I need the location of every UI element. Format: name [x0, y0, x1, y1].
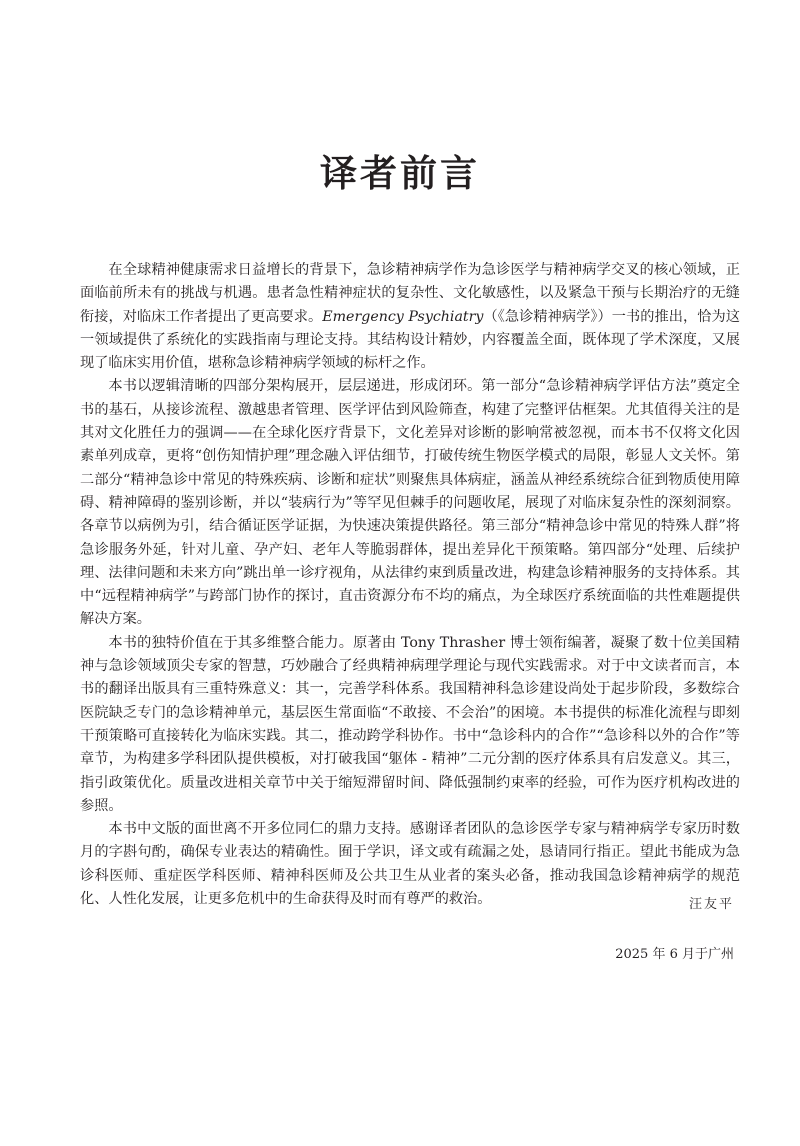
paragraph-4: 本书中文版的面世离不开多位同仁的鼎力支持。感谢译者团队的急诊医学专家与精神病学专家历时数月的字斟句酌，确保专业表达的精确性。囿于学识，译文或有疏漏之处，恳请同行指正。望此书能成为急诊科医师、重症医学科医师、精神科医师及公共卫生从业者的案头必备，推动我国急诊精神病学的规范化、人性化发展，让更多危机中的生命获得及时而有尊严的救治。 — [80, 821, 740, 908]
signature-date: 2025 年 6 月于广州 — [615, 947, 734, 962]
book-title-english: Emergency Psychiatry — [322, 308, 484, 325]
paragraph-1-text-after: （《急诊精神病学》）一书的推出，恰为这一领域提供了系统化的实践指南与理论支持。其结构设计精妙，内容覆盖全面，既体现了学术深度，又展现了临床实用价值，堪称急诊精神病学领域的标杆之作。 — [80, 308, 740, 372]
paragraph-3: 本书的独特价值在于其多维整合能力。原著由 Tony Thrasher 博士领衔编著，凝聚了数十位美国精神与急诊领域顶尖专家的智慧，巧妙融合了经典精神病理学理论与现代实践需求。对于中文读者而言，本书的翻译出版具有三重特殊意义：其一，完善学科体系。我国精神科急诊建设尚处于起步阶段，多数综合医院缺乏专门的急诊精神单元，基层医生常面临“不敢接、不会治”的困境。本书提供的标准化流程与即刻干预策略可直接转化为临床实践。其二，推动跨学科协作。书中“急诊科内的合作”“急诊科以外的合作”等章节，为构建多学科团队提供模板，对打破我国“躯体 - 精神”二元分割的医疗体系具有启发意义。其三，指引政策优化。质量改进相关章节中关于缩短滞留时间、降低强制约束率的经验，可作为医疗机构改进的参照。 — [80, 634, 740, 814]
paragraph-2: 本书以逻辑清晰的四部分架构展开，层层递进，形成闭环。第一部分“急诊精神病学评估方法”奠定全书的基石，从接诊流程、激越患者管理、医学评估到风险筛查，构建了完整评估框架。尤其值得关注的是其对文化胜任力的强调——在全球化医疗背景下，文化差异对诊断的影响常被忽视，而本书不仅将文化因素单列成章，更将“创伤知情护理”理念融入评估细节，打破传统生物医学模式的局限，彰显人文关怀。第二部分“精神急诊中常见的特殊疾病、诊断和症状”则聚焦具体病症，涵盖从神经系统综合征到物质使用障碍、精神障碍的鉴别诊断，并以“装病行为”等罕见但棘手的问题收尾，展现了对临床复杂性的深刻洞察。各章节以病例为引，结合循证医学证据，为快速决策提供路径。第三部分“精神急诊中常见的特殊人群”将急诊服务外延，针对儿童、孕产妇、老年人等脆弱群体，提出差异化干预策略。第四部分“处理、后续护理、法律问题和未来方向”跳出单一诊疗视角，从法律约束到质量改进，构建急诊精神服务的支持体系。其中“远程精神病学”与跨部门协作的探讨，直击资源分布不均的痛点，为全球医疗系统面临的共性难题提供解决方案。 — [80, 378, 740, 628]
page-title: 译者前言 — [320, 152, 480, 195]
translator-name: 汪友平 — [688, 897, 734, 912]
paragraph-1 — [80, 259, 740, 375]
preface-body — [80, 259, 740, 911]
paragraph-1-text-before: 在全球精神健康需求日益增长的背景下，急诊精神病学作为急诊医学与精神病学交叉的核心领域，正面临前所未有的挑战与机遇。患者急性精神症状的复杂性、文化敏感性，以及紧急干预与长期治疗的无缝衔接，对临床工作者提出了更高要求。 — [80, 262, 740, 325]
